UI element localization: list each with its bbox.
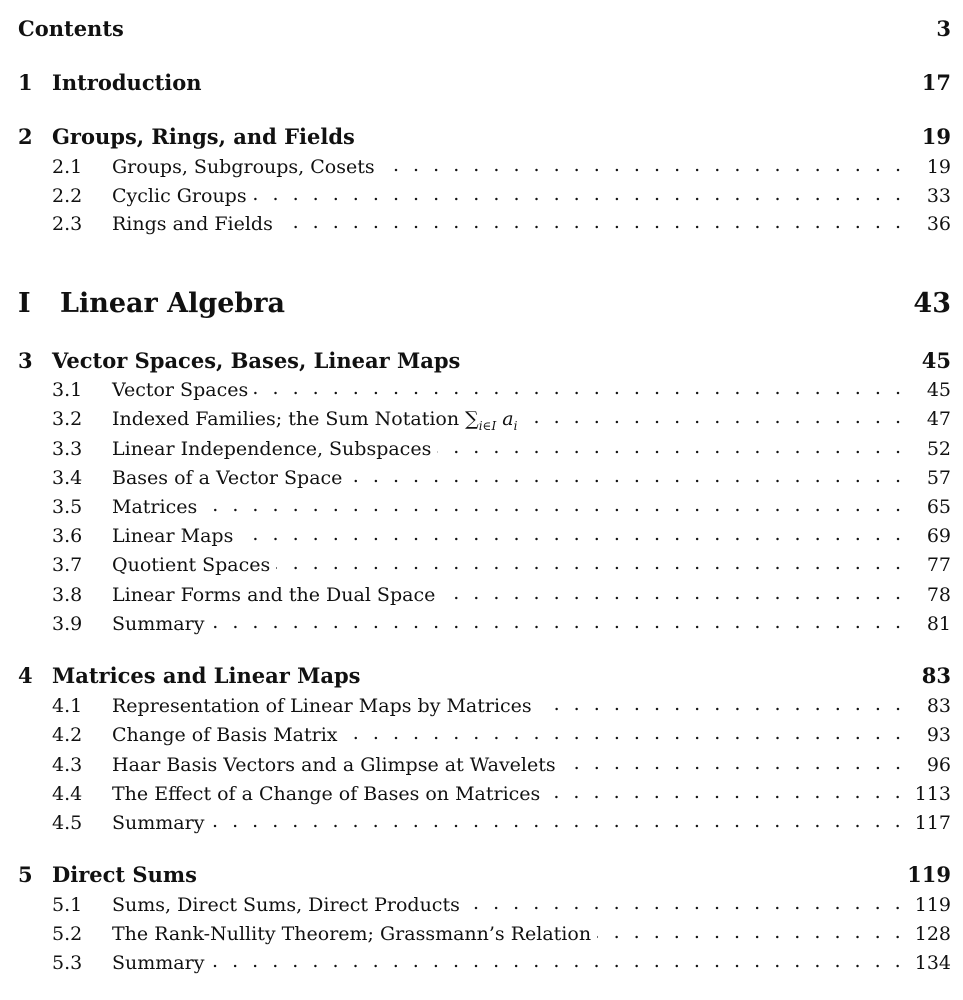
dot-leader	[253, 183, 905, 202]
section-number: 3.3	[52, 438, 83, 460]
section-title: Change of Basis Matrix	[112, 724, 338, 746]
section-page: 128	[914, 923, 951, 945]
section-title: Representation of Linear Maps by Matrices	[112, 695, 532, 717]
section-number: 5.3	[52, 952, 83, 974]
toc-section-3-7[interactable]	[52, 552, 951, 576]
section-page: 77	[926, 554, 951, 576]
section-page: 52	[926, 438, 951, 460]
dot-leader	[562, 752, 905, 771]
section-page: 78	[926, 584, 951, 606]
sum-term: a	[502, 408, 514, 430]
part-page: 43	[913, 288, 951, 319]
section-page: 19	[926, 156, 951, 178]
dot-leader	[344, 722, 906, 741]
section-title: Summary	[112, 952, 205, 974]
section-page: 81	[926, 613, 951, 635]
section-title: Sums, Direct Sums, Direct Products	[112, 894, 460, 916]
toc-section-4-5[interactable]	[52, 810, 951, 834]
section-page: 117	[914, 812, 951, 834]
dot-leader	[203, 494, 905, 513]
dot-leader	[546, 781, 904, 800]
section-page: 69	[926, 525, 951, 547]
dot-leader	[348, 465, 905, 484]
section-page: 134	[914, 952, 951, 974]
dot-leader	[597, 921, 905, 940]
section-title: Summary	[112, 812, 205, 834]
section-title: The Rank-Nullity Theorem; Grassmann’s Relation	[112, 923, 592, 945]
section-number: 4.5	[52, 812, 83, 834]
toc-section-5-2[interactable]	[52, 921, 951, 945]
toc-contents-title: Contents	[18, 16, 124, 41]
dot-leader	[523, 406, 905, 425]
dot-leader	[441, 582, 905, 601]
toc-contents-page: 3	[936, 16, 951, 41]
section-page: 57	[926, 467, 951, 489]
toc-section-2-1[interactable]	[52, 154, 951, 178]
section-number: 3.7	[52, 554, 83, 576]
toc-section-2-3[interactable]	[52, 211, 951, 235]
dot-leader	[437, 436, 905, 455]
dot-leader	[210, 611, 905, 630]
section-title: Vector Spaces	[112, 379, 249, 401]
sum-subscript: i∈I	[478, 419, 497, 433]
chapter-number: 2	[18, 124, 33, 149]
toc-section-5-3[interactable]	[52, 950, 951, 974]
chapter-page: 17	[921, 70, 951, 95]
chapter-title: Introduction	[52, 70, 202, 95]
section-number: 3.1	[52, 379, 83, 401]
toc-section-3-4[interactable]	[52, 465, 951, 489]
section-page: 119	[914, 894, 951, 916]
section-number: 4.2	[52, 724, 83, 746]
chapter-page: 19	[921, 124, 951, 149]
toc-section-3-3[interactable]	[52, 436, 951, 460]
toc-chapter-1[interactable]	[18, 70, 951, 95]
toc-chapter-4[interactable]	[18, 663, 951, 688]
toc-section-3-2[interactable]	[52, 406, 951, 433]
part-title: Linear Algebra	[60, 288, 286, 319]
part-number: I	[18, 288, 31, 319]
toc-section-5-1[interactable]	[52, 892, 951, 916]
section-title: The Effect of a Change of Bases on Matrices	[112, 783, 541, 805]
dot-leader	[210, 950, 904, 969]
section-title	[112, 408, 517, 433]
chapter-page: 45	[921, 348, 951, 373]
section-title-text: Indexed Families; the Sum Notation	[112, 408, 460, 430]
section-title: Groups, Subgroups, Cosets	[112, 156, 375, 178]
section-number: 3.9	[52, 613, 83, 635]
dot-leader	[279, 211, 905, 230]
section-page: 45	[926, 379, 951, 401]
dot-leader	[239, 523, 905, 542]
section-number: 4.4	[52, 783, 83, 805]
section-number: 5.1	[52, 894, 83, 916]
toc-chapter-5[interactable]	[18, 862, 951, 887]
section-number: 2.3	[52, 213, 83, 235]
section-title: Linear Maps	[112, 525, 234, 547]
section-number: 4.1	[52, 695, 83, 717]
toc-contents-entry[interactable]	[18, 16, 951, 41]
section-title: Summary	[112, 613, 205, 635]
section-page: 47	[926, 408, 951, 430]
chapter-title: Groups, Rings, and Fields	[52, 124, 355, 149]
section-number: 3.2	[52, 408, 83, 430]
section-number: 3.8	[52, 584, 83, 606]
section-title: Rings and Fields	[112, 213, 273, 235]
chapter-number: 4	[18, 663, 33, 688]
toc-part-1[interactable]	[18, 288, 951, 319]
section-page: 113	[914, 783, 951, 805]
section-number: 2.2	[52, 185, 83, 207]
chapter-page: 119	[907, 862, 951, 887]
toc-chapter-3[interactable]	[18, 348, 951, 373]
section-number: 3.4	[52, 467, 83, 489]
toc-section-3-5[interactable]	[52, 494, 951, 518]
toc-section-4-4[interactable]	[52, 781, 951, 805]
section-number: 3.5	[52, 496, 83, 518]
sum-notation	[465, 408, 518, 433]
chapter-number: 1	[18, 70, 33, 95]
dot-leader	[466, 892, 905, 911]
chapter-title: Direct Sums	[52, 862, 197, 887]
section-title: Quotient Spaces	[112, 554, 271, 576]
section-title: Linear Independence, Subspaces	[112, 438, 432, 460]
section-page: 93	[926, 724, 951, 746]
chapter-title: Vector Spaces, Bases, Linear Maps	[52, 348, 461, 373]
toc-section-4-2[interactable]	[52, 722, 951, 746]
section-page: 33	[926, 185, 951, 207]
toc-section-3-1[interactable]	[52, 377, 951, 401]
toc-chapter-2[interactable]	[18, 124, 951, 149]
section-page: 65	[926, 496, 951, 518]
section-title: Cyclic Groups	[112, 185, 247, 207]
dot-leader	[381, 154, 905, 173]
dot-leader	[276, 552, 905, 571]
chapter-number: 5	[18, 862, 33, 887]
toc-section-3-6[interactable]	[52, 523, 951, 547]
section-number: 5.2	[52, 923, 83, 945]
section-number: 3.6	[52, 525, 83, 547]
toc-section-2-2[interactable]	[52, 183, 951, 207]
toc-section-4-3[interactable]	[52, 752, 951, 776]
section-page: 96	[926, 754, 951, 776]
chapter-number: 3	[18, 348, 33, 373]
sum-term-subscript: i	[513, 419, 518, 433]
chapter-page: 83	[921, 663, 951, 688]
sum-symbol: ∑	[465, 408, 479, 430]
toc-section-4-1[interactable]	[52, 693, 951, 717]
section-number: 2.1	[52, 156, 83, 178]
dot-leader	[538, 693, 905, 712]
section-title: Bases of a Vector Space	[112, 467, 343, 489]
dot-leader	[210, 810, 904, 829]
toc-section-3-8[interactable]	[52, 582, 951, 606]
section-title: Haar Basis Vectors and a Glimpse at Wavelets	[112, 754, 556, 776]
section-page: 83	[926, 695, 951, 717]
chapter-title: Matrices and Linear Maps	[52, 663, 361, 688]
toc-section-3-9[interactable]	[52, 611, 951, 635]
section-title: Linear Forms and the Dual Space	[112, 584, 436, 606]
section-title: Matrices	[112, 496, 198, 518]
dot-leader	[254, 377, 905, 396]
section-page: 36	[926, 213, 951, 235]
section-number: 4.3	[52, 754, 83, 776]
